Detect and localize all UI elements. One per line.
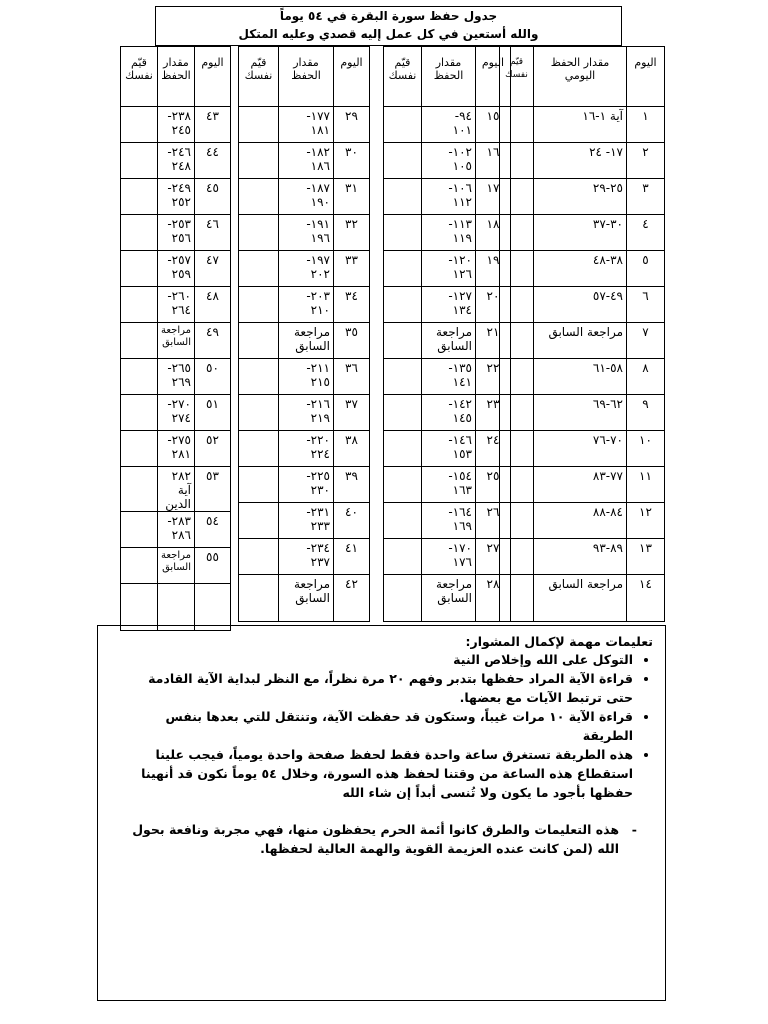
instructions-heading: تعليمات مهمة لإكمال المشوار: <box>465 634 653 649</box>
day-cell: ٢٣ <box>476 395 511 431</box>
table-row <box>384 323 511 359</box>
amount-cell: ٣٠-٣٧ <box>534 215 627 251</box>
day-cell: ١٢ <box>627 503 665 539</box>
table-row <box>120 287 230 323</box>
evaluate-cell[interactable] <box>384 359 422 395</box>
table-row <box>120 323 230 359</box>
day-cell: ٤٣ <box>195 107 231 143</box>
evaluate-cell[interactable] <box>120 431 157 467</box>
amount-cell: ٢٣١- ٢٣٣ <box>279 503 334 539</box>
amount-cell: ١٤٢- ١٤٥ <box>422 395 476 431</box>
amount-cell: مراجعة السابق <box>534 323 627 359</box>
amount-cell: ٢٢٥- ٢٣٠ <box>279 467 334 503</box>
amount-cell: ٢٧٥- ٢٨١ <box>157 431 194 467</box>
evaluate-cell[interactable] <box>120 287 157 323</box>
day-cell: ٤٤ <box>195 143 231 179</box>
header-amount: مقدار الحفظ اليومي <box>534 47 627 107</box>
table-row <box>500 107 665 143</box>
amount-cell: ١٨٢- ١٨٦ <box>279 143 334 179</box>
evaluate-cell[interactable] <box>120 215 157 251</box>
title-line-2: والله أستعين في كل عمل إليه قصدي وعليه المتكل <box>238 27 539 41</box>
amount-cell: ٢٦٥- ٢٦٩ <box>157 359 194 395</box>
amount-cell: مراجعة السابق <box>422 323 476 359</box>
amount-cell: ١٥٤- ١٦٣ <box>422 467 476 503</box>
evaluate-cell[interactable] <box>120 467 157 512</box>
evaluate-cell[interactable] <box>384 323 422 359</box>
table-row <box>239 215 370 251</box>
schedule-table-2 <box>383 46 511 622</box>
table-row <box>500 287 665 323</box>
evaluate-cell[interactable] <box>384 251 422 287</box>
evaluate-cell[interactable] <box>384 179 422 215</box>
day-cell: ٥٥ <box>195 548 231 584</box>
amount-cell: ١٤٦- ١٥٣ <box>422 431 476 467</box>
amount-cell: ١٨٧- ١٩٠ <box>279 179 334 215</box>
table-row <box>384 287 511 323</box>
instruction-item: • قراءة الآية ١٠ مرات غيباً، وستكون قد حفظت الآية، وتنتقل للتي بعدها بنفس الطريقة <box>120 707 633 745</box>
amount-cell: ١٢٧- ١٣٤ <box>422 287 476 323</box>
day-cell: ٩ <box>627 395 665 431</box>
day-cell: ٤٥ <box>195 179 231 215</box>
evaluate-cell[interactable] <box>384 431 422 467</box>
table-row <box>239 359 370 395</box>
day-cell: ٣٠ <box>334 143 370 179</box>
table-row <box>384 467 511 503</box>
table-row <box>500 395 665 431</box>
day-cell: ١٧ <box>476 179 511 215</box>
amount-cell <box>157 584 194 631</box>
header-evaluate: قيّم نفسك <box>384 47 422 107</box>
amount-cell: ١٠٢- ١٠٥ <box>422 143 476 179</box>
day-cell: ٢ <box>627 143 665 179</box>
table-row <box>120 215 230 251</box>
day-cell: ٤١ <box>334 539 370 575</box>
table-row <box>120 107 230 143</box>
header-evaluate: قيّم نفسك <box>500 47 534 107</box>
evaluate-cell[interactable] <box>120 179 157 215</box>
day-cell: ١٦ <box>476 143 511 179</box>
evaluate-cell[interactable] <box>384 467 422 503</box>
table-body <box>500 107 665 622</box>
evaluate-cell[interactable] <box>120 548 157 584</box>
evaluate-cell[interactable] <box>239 431 279 467</box>
table-body <box>239 107 370 622</box>
schedule-table-4 <box>120 46 231 631</box>
amount-cell: ٥٨-٦١ <box>534 359 627 395</box>
table-row <box>500 359 665 395</box>
instructions-list <box>120 650 651 802</box>
day-cell: ٢٦ <box>476 503 511 539</box>
header-amount: مقدار الحفظ <box>157 47 194 107</box>
table-row <box>384 395 511 431</box>
evaluate-cell[interactable] <box>239 503 279 539</box>
evaluate-cell[interactable] <box>384 287 422 323</box>
day-cell: ٤٩ <box>195 323 231 359</box>
header-evaluate: قيّم نفسك <box>239 47 279 107</box>
instructions-box <box>97 625 666 1001</box>
header-amount: مقدار الحفظ <box>279 47 334 107</box>
table-row <box>239 431 370 467</box>
instructions-note: هذه التعليمات والطرق كانوا أئمة الحرم يحفظون منها، فهي مجربة ونافعة بحول الله (لمن كانت عنده العزيمة القوية والهمة العالية لحفظها. <box>132 822 619 856</box>
day-cell: ١٣ <box>627 539 665 575</box>
day-cell: ٢٢ <box>476 359 511 395</box>
evaluate-cell[interactable] <box>120 584 157 631</box>
amount-cell: ٨٤-٨٨ <box>534 503 627 539</box>
evaluate-cell[interactable] <box>384 143 422 179</box>
amount-cell: مراجعة السابق <box>279 323 334 359</box>
day-cell: ٥٣ <box>195 467 231 512</box>
day-cell: ٢٧ <box>476 539 511 575</box>
amount-cell: ٢٣٤- ٢٣٧ <box>279 539 334 575</box>
amount-cell: ١٧٧- ١٨١ <box>279 107 334 143</box>
evaluate-cell[interactable] <box>239 215 279 251</box>
day-cell: ١ <box>627 107 665 143</box>
amount-cell: ٢١٦- ٢١٩ <box>279 395 334 431</box>
day-cell: ٣٩ <box>334 467 370 503</box>
amount-cell: ٢٨٣- ٢٨٦ <box>157 512 194 548</box>
day-cell: ١٩ <box>476 251 511 287</box>
day-cell: ١٤ <box>627 575 665 622</box>
table-row <box>384 575 511 622</box>
evaluate-cell[interactable] <box>384 215 422 251</box>
table-row <box>500 179 665 215</box>
day-cell: ٤٢ <box>334 575 370 622</box>
amount-cell: مراجعة السابق <box>534 575 627 622</box>
evaluate-cell[interactable] <box>239 359 279 395</box>
evaluate-cell[interactable] <box>384 539 422 575</box>
day-cell: ٢١ <box>476 323 511 359</box>
amount-cell: ٦٢-٦٩ <box>534 395 627 431</box>
evaluate-cell[interactable] <box>239 575 279 622</box>
amount-cell: ١١٣- ١١٩ <box>422 215 476 251</box>
table-row <box>384 359 511 395</box>
amount-cell: ١٧- ٢٤ <box>534 143 627 179</box>
evaluate-cell[interactable] <box>239 251 279 287</box>
table-row <box>384 143 511 179</box>
table-row <box>239 107 370 143</box>
table-row <box>239 251 370 287</box>
schedule-table-3 <box>238 46 370 622</box>
evaluate-cell[interactable] <box>239 323 279 359</box>
table-body <box>384 107 511 622</box>
table-row <box>500 431 665 467</box>
amount-cell: ٢٦٠- ٢٦٤ <box>157 287 194 323</box>
table-body <box>120 107 230 631</box>
table-row <box>384 107 511 143</box>
instruction-item: • التوكل على الله وإخلاص النية <box>120 650 633 669</box>
amount-cell: ٧٠-٧٦ <box>534 431 627 467</box>
evaluate-cell[interactable] <box>239 107 279 143</box>
amount-cell: ٢٥٣- ٢٥٦ <box>157 215 194 251</box>
table-row <box>239 287 370 323</box>
day-cell: ٤٧ <box>195 251 231 287</box>
day-cell: ١٨ <box>476 215 511 251</box>
evaluate-cell[interactable] <box>239 179 279 215</box>
evaluate-cell[interactable] <box>239 143 279 179</box>
instruction-item: • قراءة الآية المراد حفظها بتدبر وفهم ٢٠ مرة نظراً، مع النظر لبداية الآية القادمة حتى ترتبط الآيات مع بعضها. <box>120 669 633 707</box>
table-row <box>500 215 665 251</box>
table-row <box>384 431 511 467</box>
evaluate-cell[interactable] <box>120 107 157 143</box>
amount-cell: مراجعة السابق <box>157 323 194 359</box>
table-row <box>120 179 230 215</box>
evaluate-cell[interactable] <box>239 287 279 323</box>
table-row <box>239 575 370 622</box>
day-cell: ٣٧ <box>334 395 370 431</box>
day-cell: ١٠ <box>627 431 665 467</box>
amount-cell: ٢٢٠- ٢٢٤ <box>279 431 334 467</box>
day-cell: ٥٢ <box>195 431 231 467</box>
instruction-item: • هذه الطريقة تستغرق ساعة واحدة فقط لحفظ صفحة واحدة يومياً، فيجب علينا استقطاع هذه الساعة من وقتنا لحفظ هذه السورة، وخلال ٥٤ يوماً نكون قد أنهينا حفظها بأجود ما يكون ولا تُنسى أبداً إن شاء الله <box>120 745 633 802</box>
amount-cell: مراجعة السابق <box>422 575 476 622</box>
table-row <box>120 251 230 287</box>
amount-cell: ١٢٠- ١٢٦ <box>422 251 476 287</box>
day-cell: ٣ <box>627 179 665 215</box>
table-row <box>500 467 665 503</box>
note-dash: - <box>631 822 637 837</box>
evaluate-cell[interactable] <box>239 539 279 575</box>
table-row <box>239 395 370 431</box>
amount-cell: ١٦٤- ١٦٩ <box>422 503 476 539</box>
day-cell: ٣٤ <box>334 287 370 323</box>
day-cell: ٣١ <box>334 179 370 215</box>
evaluate-cell[interactable] <box>384 575 422 622</box>
header-day: اليوم <box>627 47 665 107</box>
day-cell: ٢٠ <box>476 287 511 323</box>
table-row <box>120 359 230 395</box>
amount-cell: ٨٩-٩٣ <box>534 539 627 575</box>
table-row <box>120 143 230 179</box>
header-amount: مقدار الحفظ <box>422 47 476 107</box>
table-row <box>500 251 665 287</box>
day-cell: ٤٦ <box>195 215 231 251</box>
schedule-table-1 <box>499 46 665 622</box>
day-cell: ٢٤ <box>476 431 511 467</box>
table-row <box>384 503 511 539</box>
amount-cell: ٣٨-٤٨ <box>534 251 627 287</box>
day-cell: ٢٥ <box>476 467 511 503</box>
table-row <box>239 539 370 575</box>
evaluate-cell[interactable] <box>120 395 157 431</box>
amount-cell: ١٩١- ١٩٦ <box>279 215 334 251</box>
day-cell: ١٥ <box>476 107 511 143</box>
amount-cell: ٢١١- ٢١٥ <box>279 359 334 395</box>
day-cell: ٣٥ <box>334 323 370 359</box>
amount-cell: ٩٤- ١٠١ <box>422 107 476 143</box>
day-cell: ٥٤ <box>195 512 231 548</box>
header-day: اليوم <box>476 47 511 107</box>
day-cell: ٣٣ <box>334 251 370 287</box>
table-row <box>239 179 370 215</box>
amount-cell: ٢٤٩- ٢٥٢ <box>157 179 194 215</box>
amount-cell: ١٩٧- ٢٠٢ <box>279 251 334 287</box>
table-row <box>500 575 665 622</box>
table-row <box>384 179 511 215</box>
table-row <box>120 395 230 431</box>
evaluate-cell[interactable] <box>120 143 157 179</box>
table-row <box>384 215 511 251</box>
amount-cell: آية ١-١٦ <box>534 107 627 143</box>
day-cell: ٢٨ <box>476 575 511 622</box>
evaluate-cell[interactable] <box>120 512 157 548</box>
table-row <box>120 512 230 548</box>
amount-cell: ٢٧٠- ٢٧٤ <box>157 395 194 431</box>
evaluate-cell[interactable] <box>239 395 279 431</box>
table-row <box>384 539 511 575</box>
evaluate-cell[interactable] <box>239 467 279 503</box>
table-row <box>500 503 665 539</box>
header-day: اليوم <box>195 47 231 107</box>
day-cell: ٥ <box>627 251 665 287</box>
amount-cell: ٤٩-٥٧ <box>534 287 627 323</box>
evaluate-cell[interactable] <box>120 251 157 287</box>
evaluate-cell[interactable] <box>384 395 422 431</box>
amount-cell: ٢٣٨- ٢٤٥ <box>157 107 194 143</box>
day-cell: ٦ <box>627 287 665 323</box>
amount-cell: ٢٥-٢٩ <box>534 179 627 215</box>
amount-cell: ٧٧-٨٣ <box>534 467 627 503</box>
day-cell: ٤ <box>627 215 665 251</box>
table-row <box>239 143 370 179</box>
day-cell: ٥١ <box>195 395 231 431</box>
table-row <box>120 548 230 584</box>
amount-cell: ٢٥٧- ٢٥٩ <box>157 251 194 287</box>
amount-cell: ١٣٥- ١٤١ <box>422 359 476 395</box>
day-cell: ٤٠ <box>334 503 370 539</box>
amount-cell: ٢٠٣- ٢١٠ <box>279 287 334 323</box>
table-row <box>500 143 665 179</box>
day-cell <box>195 584 231 631</box>
table-row <box>120 467 230 512</box>
amount-cell: مراجعة السابق <box>279 575 334 622</box>
evaluate-cell[interactable] <box>120 323 157 359</box>
header-day: اليوم <box>334 47 370 107</box>
amount-cell: ١٧٠- ١٧٦ <box>422 539 476 575</box>
table-row <box>239 503 370 539</box>
table-row <box>500 539 665 575</box>
day-cell: ٣٢ <box>334 215 370 251</box>
evaluate-cell[interactable] <box>120 359 157 395</box>
day-cell: ٨ <box>627 359 665 395</box>
table-row <box>239 323 370 359</box>
day-cell: ٢٩ <box>334 107 370 143</box>
day-cell: ٣٦ <box>334 359 370 395</box>
table-row <box>500 323 665 359</box>
header-evaluate: قيّم نفسك <box>120 47 157 107</box>
evaluate-cell[interactable] <box>384 107 422 143</box>
day-cell: ٤٨ <box>195 287 231 323</box>
instructions-note-block <box>120 820 637 858</box>
day-cell: ٧ <box>627 323 665 359</box>
title-box <box>155 6 622 46</box>
title-line-1: جدول حفظ سورة البقرة في ٥٤ يوماً <box>279 9 498 23</box>
amount-cell: ٢٨٢ آية الدين <box>157 467 194 512</box>
day-cell: ٥٠ <box>195 359 231 395</box>
amount-cell: ١٠٦- ١١٢ <box>422 179 476 215</box>
table-row <box>120 431 230 467</box>
day-cell: ١١ <box>627 467 665 503</box>
amount-cell: ٢٤٦- ٢٤٨ <box>157 143 194 179</box>
amount-cell: مراجعة السابق <box>157 548 194 584</box>
table-row <box>120 584 230 631</box>
evaluate-cell[interactable] <box>384 503 422 539</box>
day-cell: ٣٨ <box>334 431 370 467</box>
table-row <box>384 251 511 287</box>
table-row <box>239 467 370 503</box>
